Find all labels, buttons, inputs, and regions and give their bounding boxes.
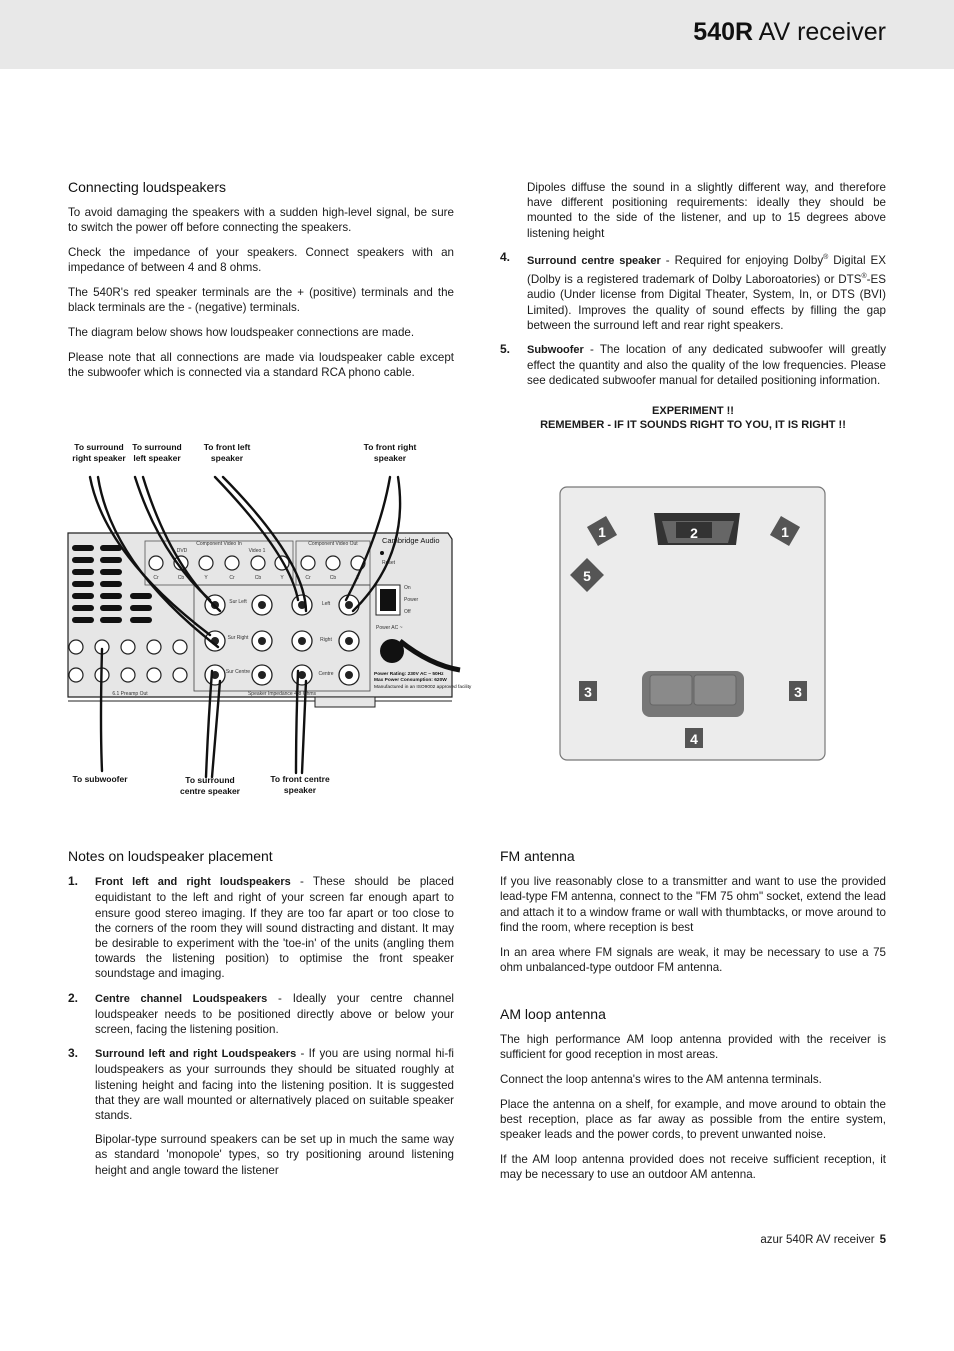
svg-text:Off: Off	[404, 609, 411, 615]
svg-text:Cr: Cr	[229, 575, 235, 581]
am-para: Connect the loop antenna's wires to the AM antenna terminals.	[500, 1073, 822, 1087]
marker-surround-right: 3	[794, 684, 802, 700]
term-surround-centre: Surround centre speaker	[527, 255, 661, 268]
dipoles-para: Dipoles diffuse the sound in a slightly different way, and therefore have different positioning requirements: ideally they should be mounted to the side of the listener, and up to 15 degrees above listening height	[527, 181, 886, 240]
experiment-note: EXPERIMENT !!	[652, 404, 734, 417]
am-heading: AM loop antenna	[500, 1006, 606, 1022]
svg-text:Sur Centre: Sur Centre	[225, 669, 251, 675]
remember-note: REMEMBER - IF IT SOUNDS RIGHT TO YOU, IT IS RIGHT !!	[540, 418, 846, 431]
page-footer: azur 540R AV receiver 5	[760, 1234, 886, 1246]
svg-text:Power: Power	[404, 597, 419, 603]
svg-text:Cb: Cb	[329, 575, 337, 581]
svg-text:Speaker Impedance 4-8 Ohms: Speaker Impedance 4-8 Ohms	[247, 691, 317, 697]
term-subwoofer: Subwoofer	[527, 344, 584, 357]
page-number: 5	[879, 1234, 886, 1246]
svg-text:Sur Left: Sur Left	[229, 599, 247, 605]
fm-para: In an area where FM signals are weak, it may be necessary to use a 75 ohm unbalanced-type outdoor FM antenna.	[500, 945, 886, 974]
am-section	[500, 1007, 886, 1192]
marker-surround-centre: 4	[690, 731, 698, 747]
connecting-para: The diagram below shows how loudspeaker connections are made.	[68, 325, 415, 339]
svg-text:Cb: Cb	[254, 575, 262, 581]
svg-text:Cb: Cb	[177, 575, 185, 581]
list-item: 1. Front left and right loudspeakers - These should be placed equidistant to the left and right of your screen far enough apart to ensure good stereo imaging. If they are too far apart or too close to the corners of the room they will sound distracting and distant. It may be desirable to experiment with the 'toe-in' of the units (angling them towards the listening position) to optimise the front speaker soundstage and imaging.	[68, 874, 454, 981]
placement-continued	[500, 180, 886, 432]
marker-front-left: 1	[598, 524, 606, 540]
room-placement-diagram	[558, 485, 828, 763]
label-front-left: To front left	[203, 442, 251, 452]
svg-text:right speaker: right speaker	[72, 453, 126, 463]
brand-logo-text: Cambridge Audio	[382, 536, 440, 545]
label-surround-right: To surround	[74, 442, 124, 452]
label-subwoofer: To subwoofer	[72, 774, 128, 784]
svg-text:Sur Right: Sur Right	[227, 635, 249, 641]
svg-text:Component Video Out: Component Video Out	[308, 541, 358, 547]
svg-text:On: On	[404, 585, 411, 591]
speaker-connection-diagram	[60, 435, 472, 805]
fm-para: If you live reasonably close to a transmitter and want to use the provided lead-type FM antenna, connect to the "FM 75 ohm" socket, extend the lead and attach it to a window frame or wall with thumbtacks, or move around to find the room, where reception is best	[500, 875, 886, 934]
marker-surround-left: 3	[584, 684, 592, 700]
svg-text:Video 1: Video 1	[248, 548, 266, 554]
connecting-para: To avoid damaging the speakers with a sudden high-level signal, be sure to switch the power off before connecting the speakers.	[68, 206, 454, 235]
marker-centre: 2	[690, 525, 698, 541]
connecting-heading: Connecting loudspeakers	[68, 179, 226, 195]
svg-text:DVD: DVD	[176, 548, 188, 554]
list-item: 5. Subwoofer - The location of any dedicated subwoofer will greatly effect the quantity and also the quality of the low frequencies. Please see dedicated subwoofer manual for detailed positioning information.	[500, 342, 886, 388]
svg-text:Centre: Centre	[318, 671, 334, 677]
connecting-para: Please note that all connections are made via loudspeaker cable except the subwoofer which is connected via a standard RCA phono cable.	[68, 350, 454, 379]
svg-text:Cr: Cr	[305, 575, 311, 581]
marker-subwoofer: 5	[583, 568, 591, 584]
sofa-icon	[642, 671, 744, 717]
svg-text:centre speaker: centre speaker	[179, 786, 241, 796]
bipolar-para: Bipolar-type surround speakers can be set up in much the same way as standard 'monopole' types, so try positioning around listening height and angle toward the listener	[95, 1133, 454, 1177]
svg-text:Cr: Cr	[153, 575, 159, 581]
connecting-para: Check the impedance of your speakers. Connect speakers with an impedance of between 4 and 8 ohms.	[68, 246, 454, 275]
am-para: Place the antenna on a shelf, for example, and move around to obtain the best reception, place as far away as possible from the entire system, speaker leads and the power cords, to prevent unwanted noise.	[500, 1097, 886, 1142]
notes-section	[68, 849, 454, 1187]
label-front-centre: To front centre	[270, 774, 330, 784]
svg-text:Left: Left	[321, 601, 331, 607]
fm-heading: FM antenna	[500, 848, 575, 864]
list-item: 2. Centre channel Loudspeakers - Ideally your centre channel loudspeaker needs to be positioned directly above or below your screen, facing the listening position.	[68, 990, 455, 1037]
svg-text:Y: Y	[280, 575, 284, 581]
svg-text:Right: Right	[320, 637, 332, 643]
connecting-section	[68, 180, 454, 390]
svg-text:Reset: Reset	[382, 560, 396, 566]
svg-text:Max Power Consumption: 620W: Max Power Consumption: 620W	[374, 678, 447, 683]
svg-text:Y: Y	[356, 575, 360, 581]
label-surround-left: To surround	[132, 442, 182, 452]
am-para: The high performance AM loop antenna provided with the receiver is sufficient for good reception in most areas.	[500, 1033, 886, 1062]
svg-text:left speaker: left speaker	[133, 453, 181, 463]
svg-text:Y: Y	[204, 575, 208, 581]
list-item: 4. Surround centre speaker - Required for enjoying Dolby® Digital EX (Dolby is a registered trademark of Dolby Laboroatories) or DTS®-ES audio (Under license from Digital Theater, System, In, or DTS (BVI) Limited). Improves the quality of sound effects by filling the gap between the surround left and rear right speakers.	[500, 250, 887, 332]
svg-text:speaker: speaker	[210, 453, 244, 463]
svg-text:6.1 Preamp Out: 6.1 Preamp Out	[112, 691, 148, 697]
page-title: 540R AV receiver	[693, 18, 886, 46]
svg-text:Power Rating: 230V AC ~ 50Hz: Power Rating: 230V AC ~ 50Hz	[374, 672, 444, 677]
am-para: If the AM loop antenna provided does not receive sufficient reception, it may be necessary to use an outdoor AM antenna.	[500, 1152, 886, 1182]
list-item: 3. Surround left and right Loudspeakers - If you are using normal hi-fi loudspeakers as your surrounds they should be situated roughly at listening height and facing into the listening position. It is suggested that they are wall mounted or alternatively placed on suitable speaker stands.	[68, 1046, 454, 1123]
svg-text:Component Video In: Component Video In	[196, 541, 242, 547]
label-front-right: To front right	[363, 442, 417, 452]
fm-section	[500, 849, 886, 984]
connecting-para: The 540R's red speaker terminals are the + (positive) terminals and the black terminals are the - (negative) terminals.	[68, 286, 454, 315]
svg-text:Power AC ~: Power AC ~	[376, 625, 403, 631]
label-surround-centre: To surround	[185, 775, 235, 785]
notes-heading: Notes on loudspeaker placement	[68, 848, 273, 864]
svg-text:speaker: speaker	[373, 453, 407, 463]
marker-front-right: 1	[781, 524, 789, 540]
svg-text:Manufactured in an ISO9002 app: Manufactured in an ISO9002 approved facility	[374, 685, 472, 690]
svg-text:speaker: speaker	[283, 785, 317, 795]
